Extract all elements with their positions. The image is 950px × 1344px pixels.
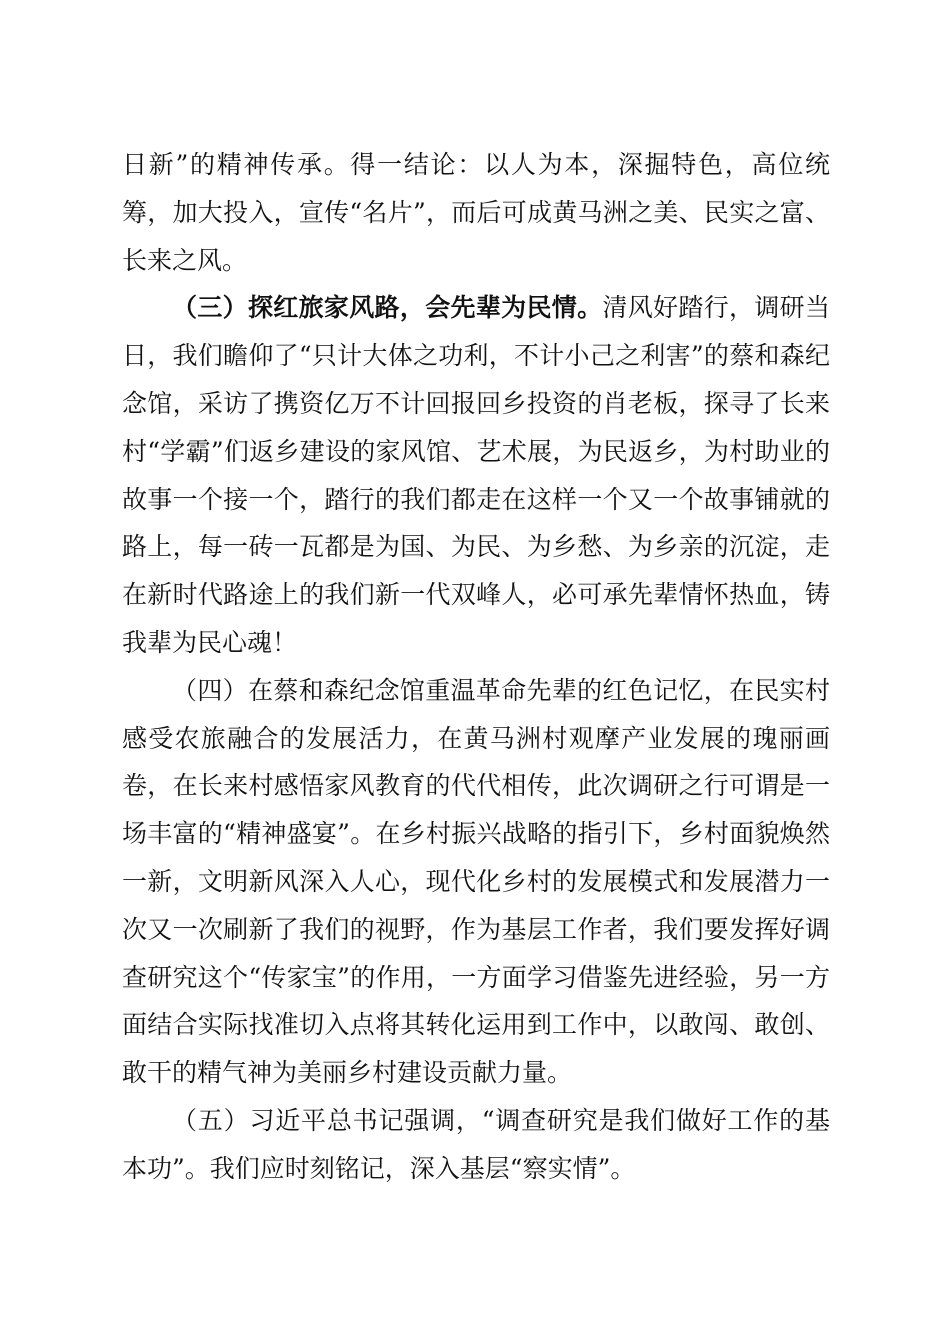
paragraph-continuation [122,141,830,284]
section-heading-3: （三）探红旅家风路，会先辈为民情。 [172,293,603,323]
paragraph-text: 清风好踏行，调研当日，我们瞻仰了“只计大体之功利，不计小己之利害”的蔡和森纪念馆，采访了携资亿万不计回报回乡投资的肖老板，探寻了长来村“学霸”们返乡建设的家风馆、艺术展，为民返乡，为村助业的故事一个接一个，踏行的我们都走在这样一个又一个故事铺就的路上，每一砖一瓦都是为国、为民、为乡愁、为乡亲的沉淀，走在新时代路途上的我们新一代双峰人，必可承先辈情怀热血，铸我辈为民心魂！ [122,293,830,657]
paragraph-text: 习近平总书记强调，“调查研究是我们做好工作的基本功”。我们应时刻铭记，深入基层“察实情”。 [122,1105,830,1183]
section-number-4: （四） [172,675,248,705]
paragraph-section-5 [122,1097,830,1193]
paragraph-section-4 [122,667,830,1097]
paragraph-section-3 [122,284,830,666]
paragraph-text: 在蔡和森纪念馆重温革命先辈的红色记忆，在民实村感受农旅融合的发展活力，在黄马洲村观摩产业发展的瑰丽画卷，在长来村感悟家风教育的代代相传，此次调研之行可谓是一场丰富的“精神盛宴”。在乡村振兴战略的指引下，乡村面貌焕然一新，文明新风深入人心，现代化乡村的发展模式和发展潜力一次又一次刷新了我们的视野，作为基层工作者，我们要发挥好调查研究这个“传家宝”的作用，一方面学习借鉴先进经验，另一方面结合实际找准切入点将其转化运用到工作中，以敢闯、敢创、敢干的精气神为美丽乡村建设贡献力量。 [122,675,830,1088]
paragraph-text: 日新”的精神传承。得一结论：以人为本，深掘特色，高位统筹，加大投入，宣传“名片”，而后可成黄马洲之美、民实之富、长来之风。 [122,150,830,275]
section-number-5: （五） [172,1105,250,1135]
document-page [122,141,830,1193]
